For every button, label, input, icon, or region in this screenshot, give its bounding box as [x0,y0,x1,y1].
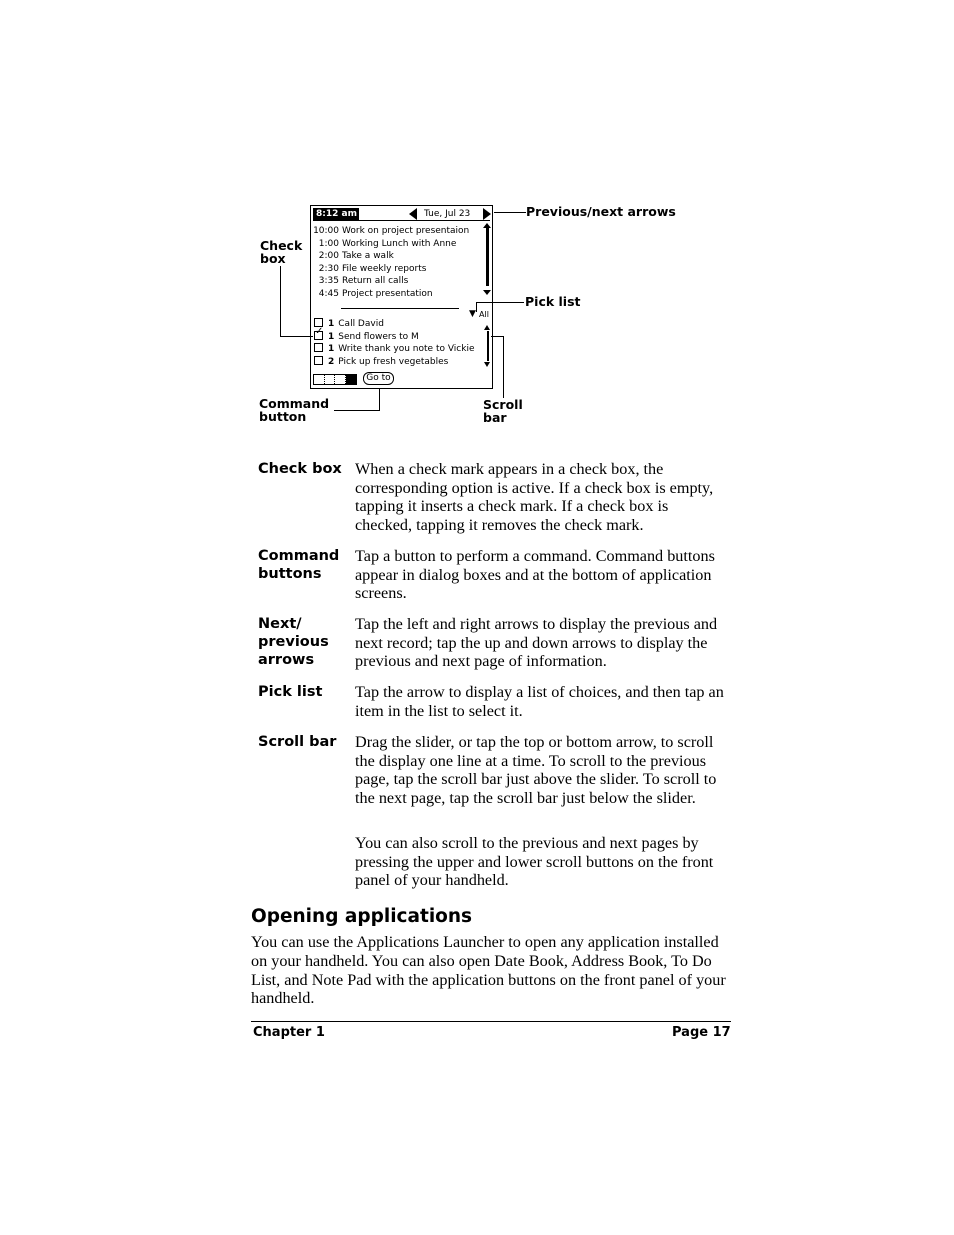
check-box[interactable] [314,343,323,352]
term-scroll-bar: Scroll bar [258,734,337,750]
section-body: You can use the Applications Launcher to open any application installed on your handheld. You can also open Date Book, Address Book, To Do List, and Note Pad with the application buttons on the front panel of your handheld. [251,933,726,1008]
week-view-icon[interactable] [325,375,336,384]
appointment-row[interactable]: 2:30 File weekly reports [318,263,427,274]
scroll-down-arrow-icon[interactable] [483,290,491,295]
check-box-checked[interactable] [314,325,324,340]
day-view-icon[interactable] [314,375,325,384]
scroll-slider[interactable] [486,228,489,286]
appointment-row[interactable]: 1:00 Working Lunch with Anne [318,238,457,249]
separator [341,308,459,309]
callout-line [280,266,281,337]
callout-line [503,336,504,398]
scroll-slider[interactable] [487,331,489,361]
footer-chapter: Chapter 1 [253,1025,325,1040]
footer-page: Page 17 [672,1025,731,1040]
callout-prev-next: Previous/next arrows [526,204,676,219]
palm-screen-figure [310,205,493,389]
pick-list-value[interactable]: All [479,310,489,319]
pick-list-arrow-icon[interactable]: ▼ [469,309,476,319]
appointment-row[interactable]: 3:35 Return all calls [318,276,409,286]
previous-arrow-icon[interactable] [409,208,417,220]
todo-row[interactable]: ✓ 1 Send flowers to M [315,325,419,342]
agenda-view-icon[interactable] [346,375,357,384]
callout-pick-list: Pick list [525,294,581,309]
callout-check-box: Check box [260,238,303,266]
def-next-previous-arrows: Tap the left and right arrows to display the previous and next record; tap the up and down arrows to display the previous and next page of information. [355,615,718,671]
scroll-up-arrow-icon[interactable] [484,325,490,330]
callout-scroll-bar: Scroll bar [483,397,523,425]
section-heading: Opening applications [251,906,473,927]
term-check-box: Check box [258,461,342,477]
callout-line [379,388,380,411]
term-pick-list: Pick list [258,684,323,700]
def-command-buttons: Tap a button to perform a command. Command buttons appear in dialog boxes and at the bottom of application screens. [355,547,715,603]
check-mark-icon: ✓ [315,325,324,337]
todo-row[interactable]: 2 Pick up fresh vegetables [314,356,448,369]
callout-line [334,410,380,411]
todo-row[interactable]: 1 Call David [314,318,384,331]
todo-row[interactable]: 1 Write thank you note to Vickie [314,343,475,356]
scroll-down-arrow-icon[interactable] [484,362,490,367]
def-check-box: When a check mark appears in a check box, the corresponding option is active. If a check box is empty, tapping it inserts a check mark. If a check box is checked, tapping it removes the check mark. [355,460,714,534]
appointment-row[interactable]: 10:00 Work on project presentaion [313,226,470,236]
callout-line [494,212,526,213]
footer-rule [251,1021,731,1022]
appointment-row[interactable]: 2:00 Take a walk [318,251,394,261]
def-scroll-bar-2: You can also scroll to the previous and next pages by pressing the upper and lower scroll buttons on the front panel of your handheld. [355,834,714,890]
check-box[interactable] [314,356,323,365]
callout-line [280,336,313,337]
callout-command-button: Command button [259,396,330,424]
callout-line [476,302,524,303]
view-buttons[interactable] [313,374,357,385]
appointment-row[interactable]: 4:45 Project presentation [318,288,433,299]
next-arrow-icon[interactable] [483,208,491,220]
term-command-buttons: Command buttons [258,548,340,582]
callout-line [491,336,503,337]
go-to-button[interactable]: Go to [363,372,394,385]
month-view-icon[interactable] [335,375,346,384]
date-label: Tue, Jul 23 [424,209,471,219]
time-title: 8:12 am [313,208,359,221]
term-next-previous-arrows: Next/ previous arrows [258,616,329,668]
def-pick-list: Tap the arrow to display a list of choices, and then tap an item in the list to select it. [355,683,724,720]
callout-line [476,302,477,312]
def-scroll-bar: Drag the slider, or tap the top or bottom arrow, to scroll the display one line at a time. To scroll to the previous page, tap the scroll bar just above the slider. To scroll to the next page, tap the scroll bar just below the slider. [355,733,717,807]
